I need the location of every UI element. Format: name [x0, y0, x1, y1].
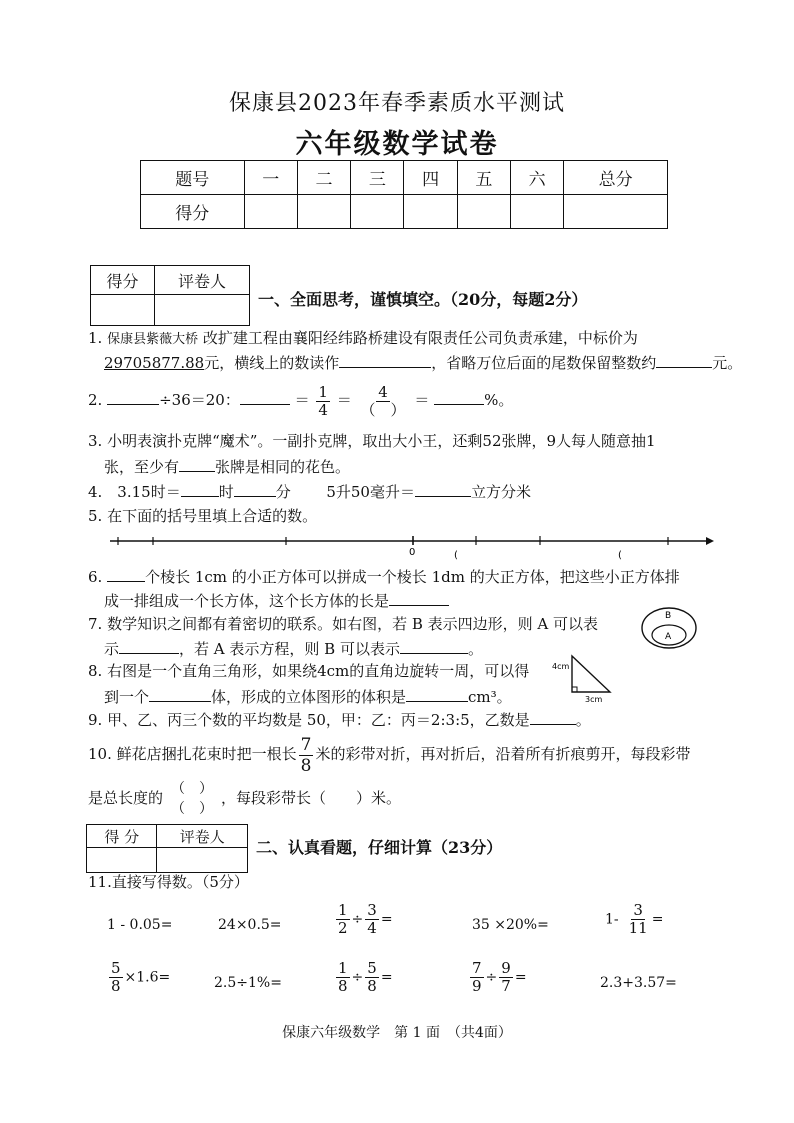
operator: ÷ [485, 969, 498, 986]
grader-box-grader-entry[interactable] [154, 295, 249, 326]
denominator: 11 [628, 919, 648, 937]
question-text: %。 [484, 391, 514, 409]
question-1-line2 [104, 351, 742, 374]
fraction [316, 384, 330, 419]
answer-blank[interactable] [389, 589, 449, 606]
denominator: 9 [472, 977, 482, 995]
numerator: 1 [338, 959, 348, 977]
numerator: 3 [633, 901, 643, 919]
calc-item: 2.3+3.57= [600, 975, 677, 991]
question-3-line1: 3. 小明表演扑克牌“魔术”。一副扑克牌，取出大小王，还剩52张牌，9人每人随意抽1 [88, 432, 656, 450]
question-text: 米的彩带对折，再对折后，沿着所有折痕剪开，每段彩带 [315, 745, 691, 763]
question-3-line2 [104, 455, 350, 478]
question-1-line1 [88, 327, 638, 351]
denominator-blank[interactable]: （ ） [171, 801, 214, 817]
numerator-blank[interactable]: （ ） [171, 781, 214, 797]
numerator: 1 [338, 901, 348, 919]
grader-box-score-label: 得分 [91, 266, 155, 295]
set-a-label: A [665, 632, 672, 642]
score-entry-cell[interactable] [404, 195, 457, 229]
question-text: 体，形成的立体图形的体积是 [211, 688, 407, 706]
answer-bracket[interactable]: ( [618, 550, 622, 560]
denominator-blank[interactable]: （ ） [360, 400, 406, 419]
grader-box-score-entry[interactable] [91, 295, 155, 326]
denominator: 4 [318, 400, 328, 419]
question-2 [88, 382, 513, 419]
answer-blank[interactable] [339, 351, 431, 368]
zero-label: 0 [409, 547, 416, 558]
score-table-cell: 二 [297, 161, 350, 195]
numerator: 3 [367, 901, 377, 919]
side-label-3cm: 3cm [585, 695, 603, 704]
grader-box-2 [86, 824, 248, 873]
question-7-line1: 7. 数学知识之间都有着密切的联系。如右图，若 B 表示四边形，则 A 可以表 [88, 615, 599, 633]
question-text: 5升50毫升＝ [326, 483, 415, 501]
denominator: 8 [111, 977, 121, 995]
fraction [365, 960, 379, 995]
calc-item: 35 ×20%= [472, 917, 549, 933]
calc-item: 2.5÷1%= [214, 975, 282, 991]
question-text: 元，横线上的数读作 [204, 354, 340, 372]
numerator: 5 [367, 959, 377, 977]
denominator: 8 [338, 977, 348, 995]
answer-blank[interactable] [415, 480, 471, 497]
denominator: 8 [300, 755, 312, 776]
numerator: 7 [300, 734, 312, 755]
question-text: ＝ [294, 391, 310, 409]
question-6-line2 [104, 589, 449, 612]
question-text: ÷36＝20： [159, 391, 240, 409]
section1-title: 一、全面思考，谨慎填空。（20分，每题2分） [258, 290, 588, 309]
question-text: 时 [218, 483, 234, 501]
grader-box-score-entry[interactable] [87, 848, 157, 873]
answer-blank[interactable] [530, 708, 576, 725]
question-text: 元。 [712, 354, 743, 372]
right-triangle [572, 656, 610, 692]
question-6-line1 [88, 565, 680, 588]
calc-item [334, 902, 393, 937]
fraction [365, 902, 379, 937]
question-text: 。 [467, 640, 483, 658]
question-9 [88, 708, 591, 731]
calc-item [334, 960, 393, 995]
question-text: ，每段彩带长（ ）米。 [221, 789, 402, 807]
grader-box-1 [90, 265, 250, 326]
equals: = [380, 969, 393, 986]
question-10-line1 [88, 734, 690, 776]
exam-title-line1: 保康县2023年春季素质水平测试 [229, 91, 565, 116]
denominator: 2 [338, 919, 348, 937]
question-text: 分 [275, 483, 291, 501]
score-entry-cell[interactable] [511, 195, 564, 229]
set-diagram [640, 604, 700, 652]
question-text: 张，至少有 [104, 458, 180, 476]
question-number: 1. [88, 329, 103, 347]
score-table-score-row [141, 195, 668, 229]
question-text: 到一个 [104, 688, 150, 706]
right-angle-mark [572, 687, 577, 692]
answer-blank[interactable] [656, 351, 712, 368]
question-11-title: 11.直接写得数。（5分） [88, 873, 249, 891]
right-triangle-figure [552, 652, 616, 704]
score-entry-cell[interactable] [564, 195, 668, 229]
question-text: 成一排组成一个长方体，这个长方体的长是 [104, 592, 390, 610]
fraction [336, 902, 350, 937]
score-table [140, 160, 668, 229]
question-4 [88, 480, 531, 503]
equals: = [380, 911, 393, 928]
exam-title-line2: 六年级数学试卷 [295, 129, 499, 160]
page-footer: 保康六年级数学 第 1 面 （共4面） [282, 1025, 512, 1041]
price-value: 29705877.88 [104, 354, 205, 372]
question-text: ＝ [336, 391, 352, 409]
operator: ÷ [351, 969, 364, 986]
question-number: 2. [88, 391, 103, 409]
answer-blank[interactable] [406, 685, 468, 702]
answer-bracket[interactable]: ( [454, 550, 458, 560]
score-entry-cell[interactable] [457, 195, 510, 229]
question-text: 9. 甲、乙、丙三个数的平均数是 50，甲：乙：丙＝2:3:5，乙数是 [88, 711, 530, 729]
question-number: 6. [88, 568, 103, 586]
bridge-name: 保康县紫薇大桥 [107, 332, 199, 347]
grader-box-grader-label: 评卷人 [154, 266, 249, 295]
score-table-cell: 五 [457, 161, 510, 195]
numerator: 4 [378, 382, 388, 401]
question-text: 1- [605, 911, 619, 928]
answer-blank[interactable] [179, 455, 215, 472]
calc-item: 24×0.5= [218, 917, 282, 933]
question-text: ，若 A 表示方程，则 B 可以表示 [179, 640, 400, 658]
equals: = [651, 911, 664, 928]
denominator: 7 [501, 977, 511, 995]
answer-blank[interactable] [181, 480, 219, 497]
grader-box-grader-label: 评卷人 [157, 825, 248, 848]
grader-box-grader-entry[interactable] [157, 848, 248, 873]
numerator: 7 [472, 959, 482, 977]
question-text: 4. 3.15时＝ [88, 483, 181, 501]
fraction[interactable] [359, 384, 408, 419]
score-table-cell: 题号 [141, 161, 245, 195]
question-text: 。 [575, 711, 591, 729]
operator: ÷ [351, 911, 364, 928]
question-10-line2 [88, 778, 401, 819]
score-table-cell: 得分 [141, 195, 245, 229]
answer-blank[interactable] [234, 480, 276, 497]
numerator: 5 [111, 959, 121, 977]
question-8-line2 [104, 685, 512, 708]
calc-item [107, 960, 170, 995]
answer-blank[interactable] [107, 565, 145, 582]
question-text: 个棱长 1cm 的小正方体可以拼成一个棱长 1dm 的大正方体，把这些小正方体排 [145, 568, 680, 586]
question-text: 立方分米 [470, 483, 531, 501]
calc-item: 1 - 0.05= [107, 917, 173, 933]
question-text: 示 [104, 640, 120, 658]
fraction [499, 960, 513, 995]
question-text: cm³。 [468, 688, 512, 706]
question-8-line1: 8. 右图是一个直角三角形，如果绕4cm的直角边旋转一周，可以得 [88, 662, 530, 680]
fraction [109, 960, 123, 995]
answer-blank[interactable] [240, 388, 290, 405]
number-line [110, 530, 716, 560]
answer-blank[interactable] [107, 388, 159, 405]
denominator: 8 [367, 977, 377, 995]
question-text: ，省略万位后面的尾数保留整数约 [431, 354, 657, 372]
score-table-cell: 六 [511, 161, 564, 195]
answer-fraction-blank[interactable] [169, 779, 215, 819]
score-table-cell: 三 [351, 161, 404, 195]
fraction [336, 960, 350, 995]
question-text: 张牌是相同的花色。 [215, 458, 351, 476]
question-text: ＝ [414, 391, 430, 409]
question-text: 10. 鲜花店捆扎花束时把一根长 [88, 745, 297, 763]
arrow-right-icon [706, 537, 714, 545]
answer-blank[interactable] [400, 637, 468, 654]
fraction-7-8 [299, 735, 314, 776]
answer-blank[interactable] [434, 388, 484, 405]
score-entry-cell[interactable] [244, 195, 297, 229]
score-table-cell: 总分 [564, 161, 668, 195]
question-text: ×1.6= [124, 969, 171, 986]
answer-blank[interactable] [149, 685, 211, 702]
question-5: 5. 在下面的括号里填上合适的数。 [88, 507, 318, 525]
numerator: 1 [318, 382, 328, 401]
calc-item [468, 960, 527, 995]
set-b-label: B [665, 611, 672, 621]
score-table-cell: 四 [404, 161, 457, 195]
score-entry-cell[interactable] [297, 195, 350, 229]
equals: = [514, 969, 527, 986]
numerator: 9 [501, 959, 511, 977]
fraction [470, 960, 484, 995]
question-text: 是总长度的 [88, 789, 164, 807]
question-7-line2 [104, 637, 483, 660]
question-text: 改扩建工程由襄阳经纬路桥建设有限责任公司负责承建，中标价为 [202, 329, 638, 347]
grader-box-score-label: 得 分 [87, 825, 157, 848]
side-label-4cm: 4cm [552, 662, 570, 671]
score-table-header-row [141, 161, 668, 195]
denominator: 4 [367, 919, 377, 937]
score-table-cell: 一 [244, 161, 297, 195]
section2-title: 二、认真看题，仔细计算（23分） [256, 838, 503, 857]
answer-blank[interactable] [119, 637, 179, 654]
fraction [627, 902, 650, 937]
score-entry-cell[interactable] [351, 195, 404, 229]
calc-item [605, 902, 663, 937]
